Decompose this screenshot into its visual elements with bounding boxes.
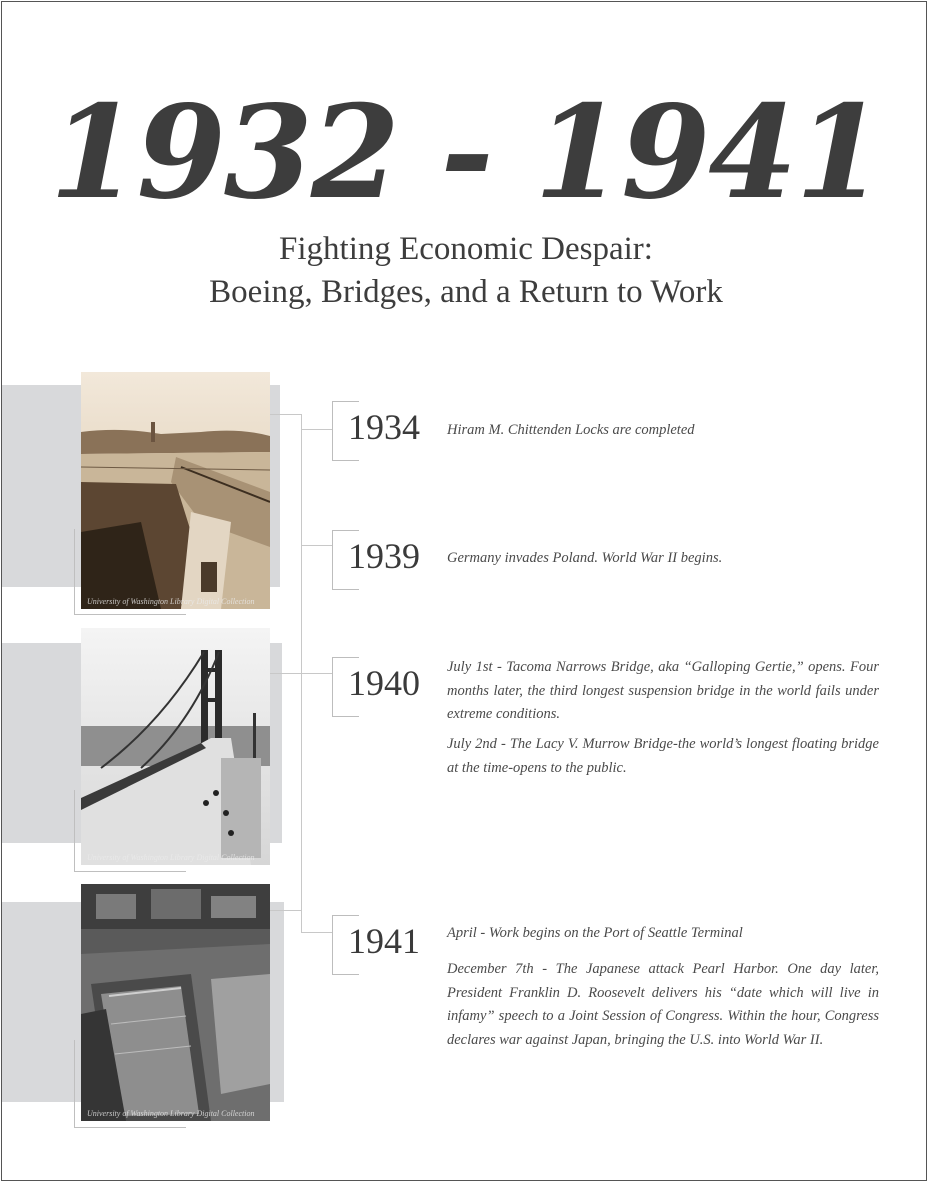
event-1941-pearl-harbor: December 7th - The Japanese attack Pearl Harbor. One day later, President Franklin D. Roosevelt delivers his “date which will live in infamy” speech to a Joint Session of Congress. Within the hour, Congress declares war against Japan, bringing the U.S. into World War II.	[447, 961, 879, 1048]
year-1939: 1939	[348, 536, 420, 576]
photo-bridge	[81, 628, 270, 865]
year-1941: 1941	[348, 921, 420, 961]
photo-port	[81, 884, 270, 1121]
photo-caption-rule	[74, 1040, 75, 1128]
photo-caption-rule	[74, 614, 186, 615]
timeline-branch	[301, 545, 333, 546]
photo-credit: University of Washington Library Digital Collection	[87, 853, 255, 862]
timeline-branch	[301, 429, 333, 430]
photo-credit: University of Washington Library Digital Collection	[87, 1109, 255, 1118]
subtitle-line-2: Boeing, Bridges, and a Return to Work	[209, 274, 723, 310]
photo-caption-rule	[74, 1127, 186, 1128]
event-1940-tacoma: July 1st - Tacoma Narrows Bridge, aka “Galloping Gertie,” opens. Four months later, the third longest suspension bridge in the world fails under extreme conditions.	[447, 659, 879, 722]
year-1940: 1940	[348, 663, 420, 703]
event-1939-poland: Germany invades Poland. World War II begins.	[447, 550, 723, 566]
event-1940-murrow: July 2nd - The Lacy V. Murrow Bridge-the world’s longest floating bridge at the time-opens to the public.	[447, 736, 879, 776]
photo-credit: University of Washington Library Digital Collection	[87, 597, 255, 606]
timeline-branch	[301, 932, 333, 933]
page-title: 1932 - 1941	[49, 78, 883, 228]
timeline-branch	[270, 414, 302, 415]
year-1934: 1934	[348, 407, 420, 447]
event-1941-port: April - Work begins on the Port of Seattle Terminal	[447, 925, 743, 941]
photo-caption-rule	[74, 871, 186, 872]
event-1934-locks: Hiram M. Chittenden Locks are completed	[447, 422, 695, 438]
timeline-branch	[270, 673, 333, 674]
subtitle-line-1: Fighting Economic Despair:	[279, 231, 653, 267]
photo-caption-rule	[74, 790, 75, 872]
photo-caption-rule	[74, 529, 75, 615]
photo-locks	[81, 372, 270, 609]
timeline-branch	[270, 910, 302, 911]
